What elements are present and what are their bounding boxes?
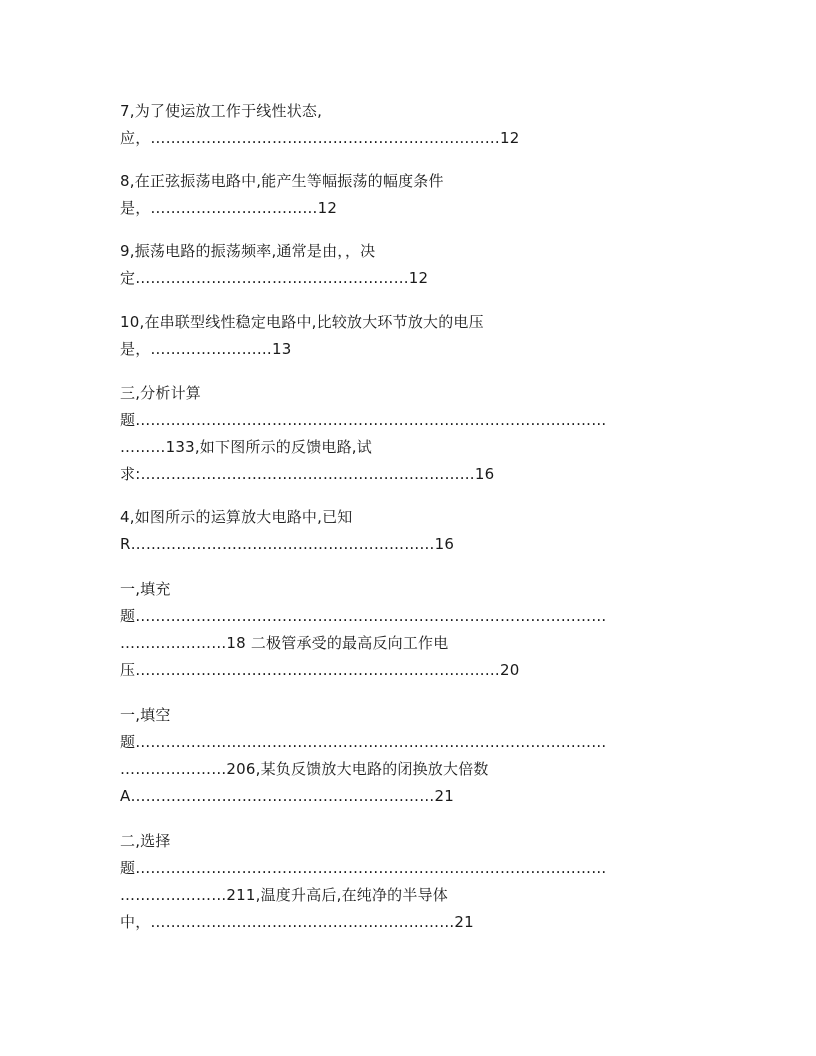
toc-entry-3-leader: 求:…………………………………………………………16 — [120, 465, 495, 483]
toc-entry-9-leader: 定………………………………………………12 — [120, 269, 429, 287]
toc-section-analysis-title: 三,分析计算 — [120, 384, 201, 402]
toc-section-analysis-leader: 题………………………………………………………………………………… — [120, 411, 607, 429]
toc-section-blank-leader: 题………………………………………………………………………………… — [120, 733, 607, 751]
toc-entry-1-title: …………………211,温度升高后,在纯净的半导体 — [120, 886, 448, 904]
toc-entry-3-title: ………133,如下图所示的反馈电路,试 — [120, 438, 372, 456]
toc-entry-6-leader: A……………………………………………………21 — [120, 787, 454, 805]
toc-entry-7-leader: 应，……………………………………………………………12 — [120, 129, 520, 147]
toc-entry-diode-leader: 压………………………………………………………………20 — [120, 661, 520, 679]
toc-entry-8-title: 8,在正弦振荡电路中,能产生等幅振荡的幅度条件 — [120, 172, 444, 190]
toc-section-choice-title: 二,选择 — [120, 832, 171, 850]
toc-entry-diode-title: …………………18 二极管承受的最高反向工作电 — [120, 634, 449, 652]
toc-entry-1-leader: 中，……………………………………………………21 — [120, 913, 474, 931]
toc-entry-10-leader: 是，……………………13 — [120, 340, 292, 358]
toc-entry-8-leader: 是，……………………………12 — [120, 199, 338, 217]
toc-section-blank-title: 一,填空 — [120, 706, 171, 724]
toc-entry-4-title: 4,如图所示的运算放大电路中,已知 — [120, 508, 353, 526]
toc-section-fill-leader: 题………………………………………………………………………………… — [120, 607, 607, 625]
toc-section-fill-title: 一,填充 — [120, 580, 171, 598]
toc-entry-7-title: 7,为了使运放工作于线性状态, — [120, 102, 323, 120]
toc-entry-4-leader: R……………………………………………………16 — [120, 535, 455, 553]
toc-entry-9-title: 9,振荡电路的振荡频率,通常是由，，决 — [120, 242, 376, 260]
toc-section-choice-leader: 题………………………………………………………………………………… — [120, 859, 607, 877]
toc-entry-10-title: 10,在串联型线性稳定电路中,比较放大环节放大的电压 — [120, 313, 484, 331]
toc-entry-6-title: …………………206,某负反馈放大电路的闭换放大倍数 — [120, 760, 489, 778]
